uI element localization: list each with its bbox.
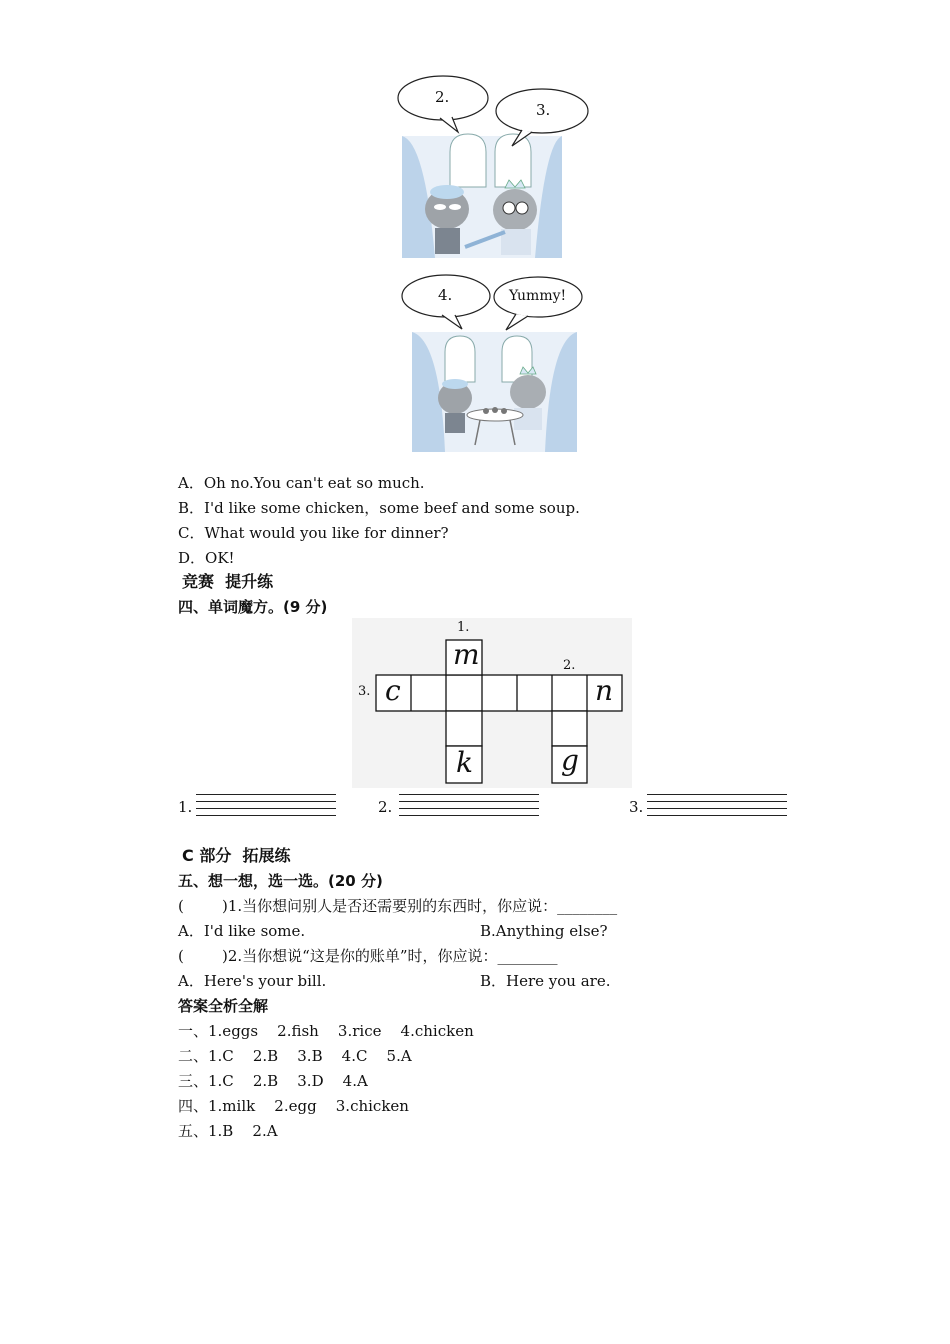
letter-c: c xyxy=(385,674,401,707)
answer-line-1: 一、1.eggs 2.fish 3.rice 4.chicken xyxy=(178,1022,474,1040)
clue-number-3: 3. xyxy=(358,684,371,699)
question-5-1-option-b: B.Anything else? xyxy=(480,922,608,940)
bubble-label: 3. xyxy=(536,101,551,119)
option-c: C．What would you like for dinner? xyxy=(178,524,449,542)
letter-k: k xyxy=(456,746,473,779)
writing-line-3[interactable] xyxy=(629,798,789,824)
question-5-2-option-a: A．Here's your bill. xyxy=(178,972,327,990)
speech-bubble-left xyxy=(400,273,495,337)
line-number: 2. xyxy=(378,798,393,816)
answers-title: 答案全析全解 xyxy=(178,997,269,1015)
option-d: D．OK! xyxy=(178,549,235,567)
letter-n: n xyxy=(595,674,614,707)
speech-bubble-left xyxy=(396,74,491,138)
letter-m: m xyxy=(453,638,480,671)
speech-bubble-right xyxy=(494,88,590,154)
bubble-label: 4. xyxy=(438,286,453,304)
answer-line-4: 四、1.milk 2.egg 3.chicken xyxy=(178,1097,409,1115)
question-4-title: 四、单词魔方。(9 分) xyxy=(178,598,328,616)
bubble-label: Yummy! xyxy=(509,288,567,304)
writing-line-1[interactable] xyxy=(178,798,338,824)
answer-line-3: 三、1.C 2.B 3.D 4.A xyxy=(178,1072,368,1090)
line-number: 3. xyxy=(629,798,644,816)
section-heading-compete: 竞赛 提升练 xyxy=(182,572,274,591)
clue-number-1: 1. xyxy=(457,620,470,635)
clue-number-2: 2. xyxy=(563,658,576,673)
line-number: 1. xyxy=(178,798,193,816)
letter-g: g xyxy=(561,744,579,777)
writing-line-2[interactable] xyxy=(378,798,540,824)
crossword-puzzle xyxy=(352,618,632,788)
question-5-2-option-b: B．Here you are. xyxy=(480,972,611,990)
option-b: B．I'd like some chicken，some beef and some soup. xyxy=(178,499,580,517)
option-a: A．Oh no.You can't eat so much. xyxy=(178,474,425,492)
question-5-2: ( )2.当你想说“这是你的账单”时，你应说：________ xyxy=(178,947,558,965)
question-5-1: ( )1.当你想问别人是否还需要别的东西时，你应说：________ xyxy=(178,897,618,915)
question-5-1-option-a: A．I'd like some. xyxy=(178,922,306,940)
answer-line-2: 二、1.C 2.B 3.B 4.C 5.A xyxy=(178,1047,412,1065)
question-5-title: 五、想一想，选一选。(20 分) xyxy=(178,872,383,890)
section-heading-c: C 部分 拓展练 xyxy=(182,846,291,865)
answer-line-5: 五、1.B 2.A xyxy=(178,1122,278,1140)
speech-bubble-right xyxy=(492,276,584,338)
bubble-label: 2. xyxy=(435,88,450,106)
